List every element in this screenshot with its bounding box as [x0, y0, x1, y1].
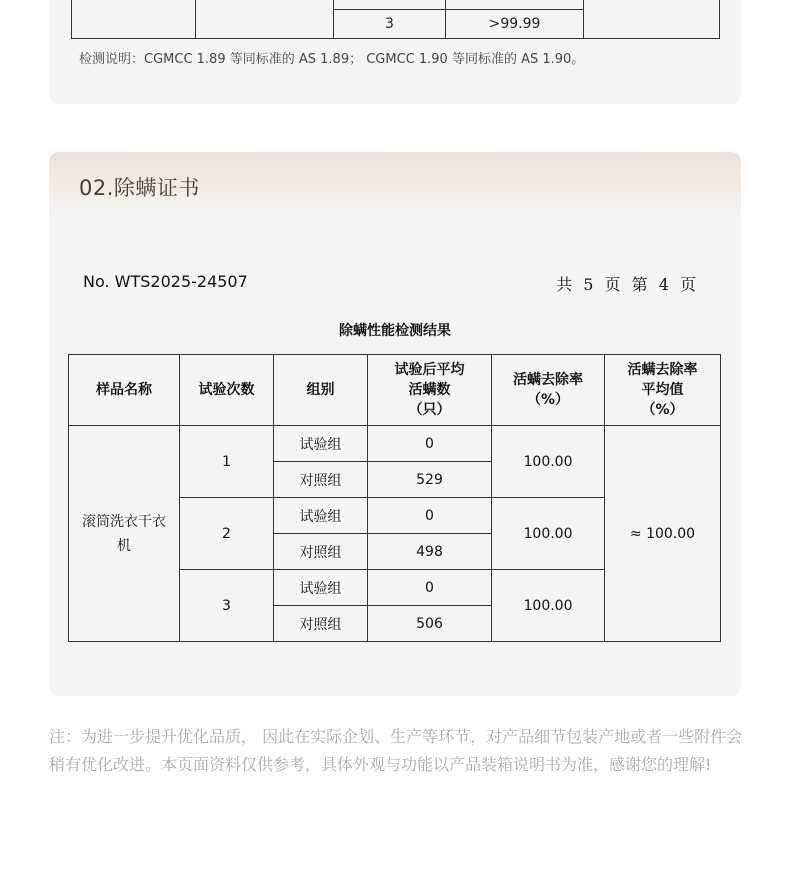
header-group: 组别: [274, 355, 368, 426]
trial-index-cell: 3: [180, 570, 274, 642]
strain-cell: [196, 0, 334, 39]
header-line: （%）: [641, 402, 684, 418]
average-cell: ≈ 100.00: [605, 426, 721, 642]
sample-name-cell: [69, 426, 180, 642]
group-cell: 对照组: [274, 462, 368, 498]
removal-rate-cell: 100.00: [492, 570, 605, 642]
group-cell: 试验组: [274, 570, 368, 606]
header-line: 活螨去除率: [513, 372, 583, 388]
trial-index-cell: 2: [180, 498, 274, 570]
test-result-card: [49, 0, 741, 104]
header-line: 活螨数: [408, 382, 451, 398]
document-number: No. WTS2025-24507: [83, 272, 248, 291]
group-cell: 对照组: [274, 534, 368, 570]
table-cell: [334, 0, 446, 10]
sample-name-line: 机: [117, 537, 131, 554]
group-cell: 试验组: [274, 426, 368, 462]
section-title: 02.除螨证书: [79, 176, 200, 200]
mite-removal-results-table: [68, 354, 721, 642]
mites-cell: 498: [368, 534, 492, 570]
sample-name-line: 滚筒洗衣干衣: [82, 513, 166, 530]
mites-cell: 0: [368, 498, 492, 534]
table-cell: [584, 0, 720, 39]
table-row: [72, 0, 720, 10]
mites-cell: 0: [368, 570, 492, 606]
mites-cell: 0: [368, 426, 492, 462]
header-line: 试验后平均: [394, 362, 465, 378]
header-sample-name: 样品名称: [69, 355, 180, 426]
test-note: 检测说明：CGMCC 1.89 等同标准的 AS 1.89； CGMCC 1.90 等同标准的 AS 1.90。: [79, 52, 585, 67]
test-result-table-partial: [71, 0, 720, 39]
disclaimer-footnote: 注：为进一步提升优化品质， 因此在实际企划、生产等环节，对产品细节包装产地或者一些附件会稍有优化改进。本页面资料仅供参考，具体外观与功能以产品装箱说明书为准，感谢您的理解!: [49, 727, 743, 774]
table-row: [69, 426, 721, 462]
trial-index-cell: 3: [334, 10, 446, 39]
group-cell: 对照组: [274, 606, 368, 642]
table-header-row: [69, 355, 721, 426]
table-title: 除螨性能检测结果: [339, 323, 451, 339]
removal-rate-cell: 100.00: [492, 426, 605, 498]
header-removal-rate-avg: [605, 355, 721, 426]
header-line: （只）: [408, 402, 451, 418]
page-info: 共 5 页 第 4 页: [556, 275, 699, 294]
section-header: [49, 152, 741, 214]
mite-removal-certificate-card: [49, 152, 741, 696]
header-line: 平均值: [641, 382, 684, 398]
header-trial-count: 试验次数: [180, 355, 274, 426]
header-line: （%）: [526, 392, 570, 408]
mites-cell: 506: [368, 606, 492, 642]
rate-cell: >99.99: [446, 10, 584, 39]
header-avg-live-mites: [368, 355, 492, 426]
header-removal-rate: [492, 355, 605, 426]
removal-rate-cell: 100.00: [492, 498, 605, 570]
table-cell: [72, 0, 196, 39]
group-cell: 试验组: [274, 498, 368, 534]
trial-index-cell: 1: [180, 426, 274, 498]
header-line: 活螨去除率: [627, 362, 698, 378]
mites-cell: 529: [368, 462, 492, 498]
table-cell: [446, 0, 584, 10]
